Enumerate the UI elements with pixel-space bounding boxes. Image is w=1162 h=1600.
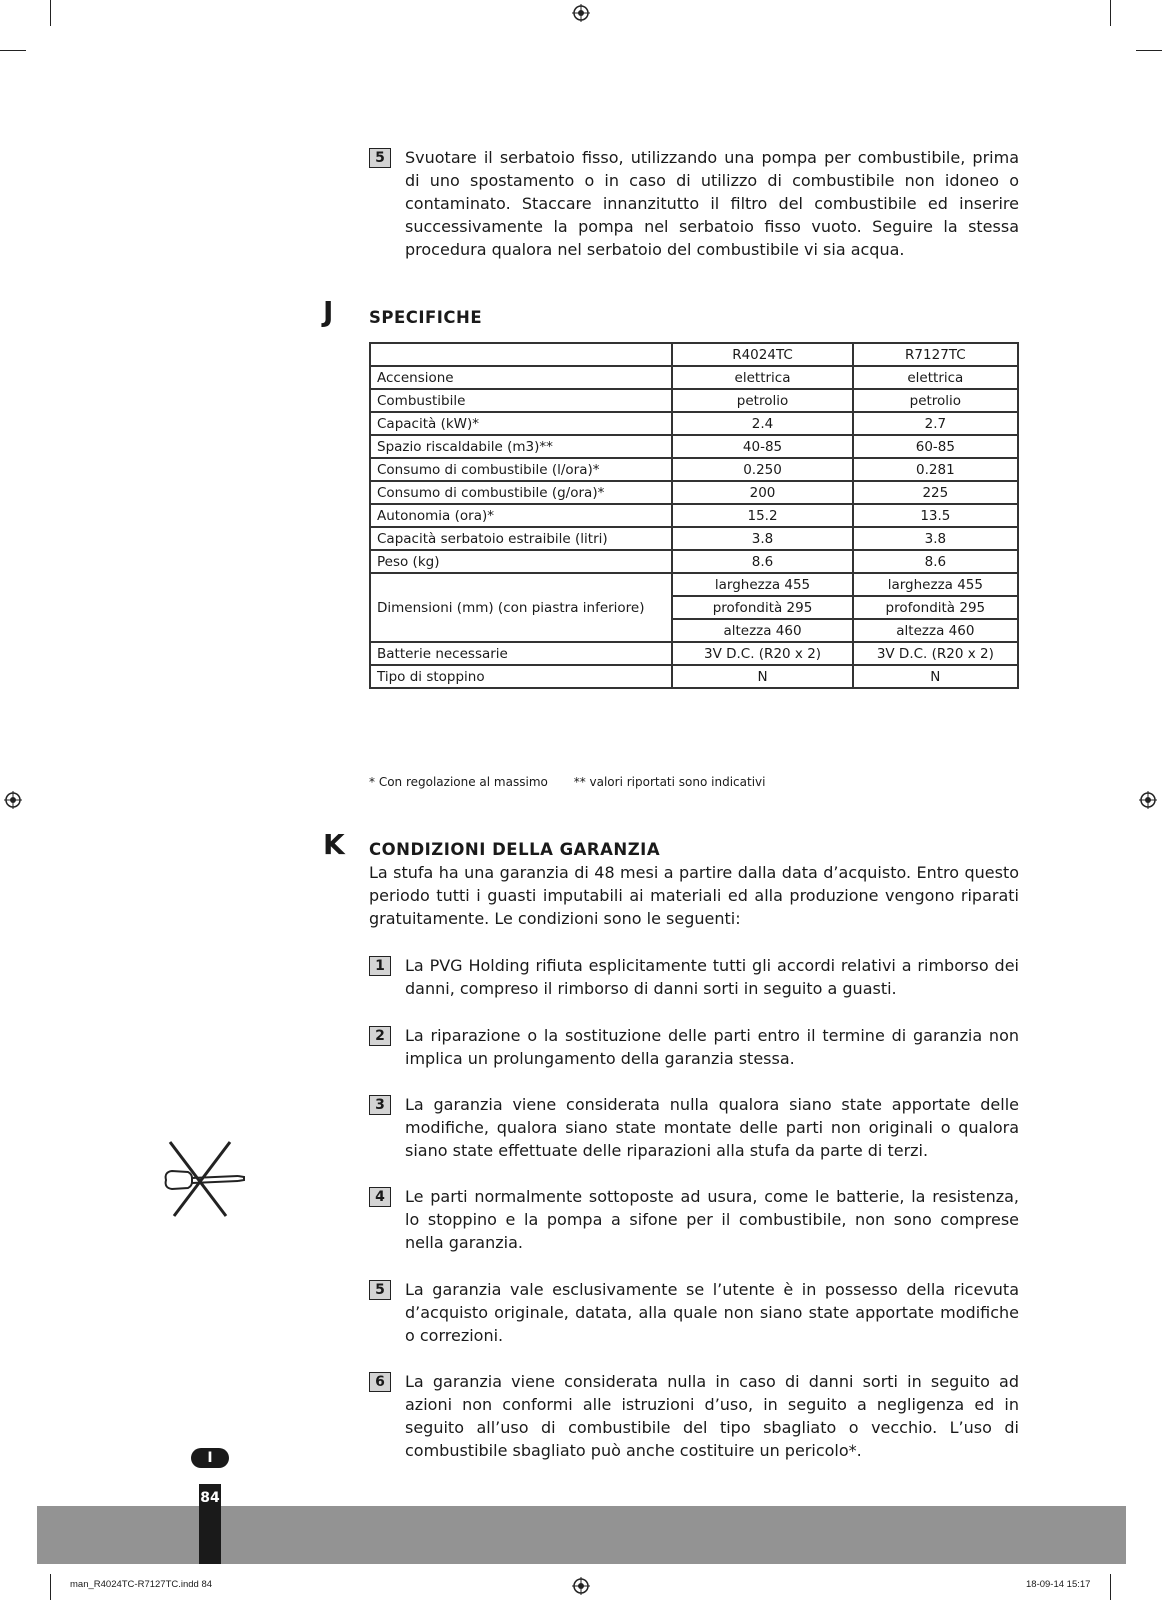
warranty-intro: La stufa ha una garanzia di 48 mesi a partire dalla data d’acquisto. Entro questo periodo tutti i guasti imputabili ai materiali ed alla produzione vengono riparati gratuitamente. Le condizioni sono le seguenti: bbox=[369, 863, 1019, 928]
table-cell: 8.6 bbox=[853, 550, 1018, 573]
table-cell: 15.2 bbox=[672, 504, 852, 527]
item-number: 4 bbox=[369, 1187, 391, 1207]
table-cell: Peso (kg) bbox=[370, 550, 672, 573]
table-cell: 225 bbox=[853, 481, 1018, 504]
table-cell: 40-85 bbox=[672, 435, 852, 458]
table-row bbox=[370, 527, 1018, 550]
table-cell: altezza 460 bbox=[853, 619, 1018, 642]
table-cell: Dimensioni (mm) (con piastra inferiore) bbox=[370, 573, 672, 642]
table-cell: Spazio riscaldabile (m3)** bbox=[370, 435, 672, 458]
table-cell: larghezza 455 bbox=[853, 573, 1018, 596]
crop-mark bbox=[1110, 0, 1111, 26]
table-cell: Combustibile bbox=[370, 389, 672, 412]
table-cell: 200 bbox=[672, 481, 852, 504]
table-cell: 0.281 bbox=[853, 458, 1018, 481]
item-text: Le parti normalmente sottoposte ad usura, come le batterie, la resistenza, lo stoppino e la pompa a sifone per il combustibile, non sono comprese nella garanzia. bbox=[405, 1187, 1019, 1252]
table-cell: 0.250 bbox=[672, 458, 852, 481]
item-number: 6 bbox=[369, 1372, 391, 1392]
table-cell: elettrica bbox=[853, 366, 1018, 389]
table-row bbox=[370, 642, 1018, 665]
table-cell: N bbox=[853, 665, 1018, 688]
item-number: 5 bbox=[369, 148, 391, 168]
no-screwdriver-icon bbox=[158, 1138, 248, 1218]
table-header-cell: R4024TC bbox=[672, 343, 852, 366]
table-row bbox=[370, 481, 1018, 504]
numbered-item bbox=[369, 1370, 1019, 1462]
table-row bbox=[370, 366, 1018, 389]
section-letter: J bbox=[323, 295, 334, 328]
table-header-row bbox=[370, 343, 1018, 366]
section-title: SPECIFICHE bbox=[369, 308, 483, 327]
table-cell: petrolio bbox=[853, 389, 1018, 412]
item-text: La garanzia viene considerata nulla qualora siano state apportate delle modifiche, qualora siano state montate delle parti non originali o qualora siano state effettuate delle riparazioni alla stufa da parte di terzi. bbox=[405, 1095, 1019, 1160]
footnote: ** valori riportati sono indicativi bbox=[573, 775, 766, 789]
table-row bbox=[370, 458, 1018, 481]
item-number: 5 bbox=[369, 1280, 391, 1300]
table-row bbox=[370, 504, 1018, 527]
table-cell: 13.5 bbox=[853, 504, 1018, 527]
table-cell: profondità 295 bbox=[672, 596, 852, 619]
slug-filename: man_R4024TC-R7127TC.indd 84 bbox=[70, 1579, 213, 1590]
item-text: La garanzia vale esclusivamente se l’utente è in possesso della ricevuta d’acquisto originale, datata, alla quale non siano state apportate modifiche o correzioni. bbox=[405, 1280, 1019, 1345]
table-row bbox=[370, 573, 1018, 596]
item-text: La garanzia viene considerata nulla in caso di danni sorti in seguito ad azioni non conformi alle istruzioni d’uso, in seguito a negligenza ed in seguito all’uso di combustibile del tipo sbagliato o vecchio. L’uso di combustibile sbagliato può anche costituire un pericolo*. bbox=[405, 1372, 1019, 1460]
numbered-item bbox=[369, 1185, 1019, 1254]
table-cell: Accensione bbox=[370, 366, 672, 389]
table-cell: altezza 460 bbox=[672, 619, 852, 642]
table-cell: N bbox=[672, 665, 852, 688]
section-title: CONDIZIONI DELLA GARANZIA bbox=[369, 840, 661, 859]
numbered-item bbox=[369, 1024, 1019, 1070]
crop-mark bbox=[0, 50, 26, 51]
table-cell: Capacità serbatoio estraibile (litri) bbox=[370, 527, 672, 550]
table-cell: Consumo di combustibile (g/ora)* bbox=[370, 481, 672, 504]
numbered-item bbox=[369, 1278, 1019, 1347]
item-number: 3 bbox=[369, 1095, 391, 1115]
table-row bbox=[370, 435, 1018, 458]
table-cell: Autonomia (ora)* bbox=[370, 504, 672, 527]
table-cell: 3V D.C. (R20 x 2) bbox=[853, 642, 1018, 665]
table-cell: Capacità (kW)* bbox=[370, 412, 672, 435]
table-cell: 2.4 bbox=[672, 412, 852, 435]
table-cell: 60-85 bbox=[853, 435, 1018, 458]
table-cell: 2.7 bbox=[853, 412, 1018, 435]
registration-mark-icon bbox=[4, 791, 22, 809]
table-cell: petrolio bbox=[672, 389, 852, 412]
item-text: La PVG Holding rifiuta esplicitamente tutti gli accordi relativi a rimborso dei danni, compreso il rimborso di danni sorti in seguito a guasti. bbox=[405, 956, 1019, 998]
language-badge: I bbox=[191, 1448, 229, 1468]
table-cell: Batterie necessarie bbox=[370, 642, 672, 665]
table-row bbox=[370, 550, 1018, 573]
crop-mark bbox=[50, 1574, 51, 1600]
registration-mark-icon bbox=[572, 1577, 590, 1595]
table-cell: profondità 295 bbox=[853, 596, 1018, 619]
table-cell: 3.8 bbox=[672, 527, 852, 550]
item-number: 2 bbox=[369, 1026, 391, 1046]
slug-date: 18-09-14 15:17 bbox=[1026, 1579, 1091, 1590]
crop-mark bbox=[1110, 1574, 1111, 1600]
crop-mark bbox=[1136, 50, 1162, 51]
table-cell: Consumo di combustibile (l/ora)* bbox=[370, 458, 672, 481]
numbered-item bbox=[369, 1093, 1019, 1162]
table-footnotes bbox=[369, 775, 787, 789]
table-cell: 3.8 bbox=[853, 527, 1018, 550]
item-text: Svuotare il serbatoio fisso, utilizzando una pompa per combustibile, prima di uno spostamento o in caso di utilizzo di combustibile non idoneo o contaminato. Staccare innanzitutto il filtro del combustibile ed inserire successivamente la pompa nel serbatoio fisso vuoto. Seguire la stessa procedura qualora nel serbatoio del combustibile vi sia acqua. bbox=[405, 148, 1019, 259]
item-number: 1 bbox=[369, 956, 391, 976]
specifications-table bbox=[369, 342, 1019, 689]
table-cell: elettrica bbox=[672, 366, 852, 389]
table-cell bbox=[370, 343, 672, 366]
table-cell: Tipo di stoppino bbox=[370, 665, 672, 688]
item-text: La riparazione o la sostituzione delle parti entro il termine di garanzia non implica un prolungamento della garanzia stessa. bbox=[405, 1026, 1019, 1068]
crop-mark bbox=[50, 0, 51, 26]
table-header-cell: R7127TC bbox=[853, 343, 1018, 366]
page-number: 84 bbox=[200, 1490, 220, 1506]
table-row bbox=[370, 412, 1018, 435]
registration-mark-icon bbox=[572, 4, 590, 22]
numbered-item bbox=[369, 146, 1019, 261]
table-row bbox=[370, 665, 1018, 688]
registration-mark-icon bbox=[1139, 791, 1157, 809]
table-cell: larghezza 455 bbox=[672, 573, 852, 596]
table-cell: 3V D.C. (R20 x 2) bbox=[672, 642, 852, 665]
numbered-item bbox=[369, 954, 1019, 1000]
footnote: * Con regolazione al massimo bbox=[369, 775, 548, 789]
section-letter: K bbox=[323, 828, 345, 861]
table-cell: 8.6 bbox=[672, 550, 852, 573]
table-row bbox=[370, 389, 1018, 412]
